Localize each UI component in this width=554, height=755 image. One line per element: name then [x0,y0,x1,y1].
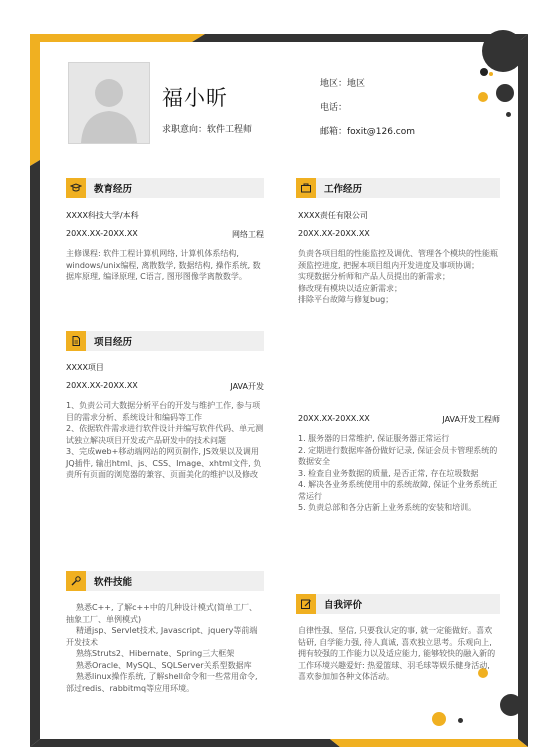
briefcase-icon [296,178,316,198]
project-role: JAVA开发 [230,382,264,391]
list-item: 熟悉Oracle、MySQL、SQLServer关系型数据库 [76,660,252,670]
list-item: 排除平台故障与修复bug； [298,295,394,304]
section-title: 教育经历 [94,184,133,195]
project2-row [298,414,500,425]
section-title: 自我评价 [324,600,363,611]
section-self-evaluation [296,594,500,614]
education-courses: 主修课程: 软件工程计算机网络, 计算机体系结构, windows/unix编程, 离散数学, 数据结构, 操作系统, 数据库原理, 编译原理, C语言, 图形图像学离散数学。 [66,249,261,281]
avatar [68,62,150,144]
list-item: 负责各项目组的性能监控及调优、管理各个模块的性能瓶颈监控进度, 把握本项目组内开发进度及事项协调； [298,249,498,270]
candidate-name: 福小昕 [162,86,228,110]
wrench-icon [66,571,86,591]
list-item: 3、完成web+移动端网站的网页制作, JS效果以及调用JQ插件, 输出html、js、CSS、Image、xhtml文件, 负责所有页面的浏览器的兼容、页面美化的维护以及修改 [66,447,262,479]
project2-period: 20XX.XX-20XX.XX [298,414,370,423]
project-name: XXXX项目 [66,363,104,372]
list-item: 5. 负责总部和各分店新上业务系统的安装和培训。 [298,503,477,512]
project-period: 20XX.XX-20XX.XX [66,381,138,390]
list-item: 精通jsp、Servlet技术, Javascript、jquery等前端开发技术 [66,626,258,647]
project-items [66,400,264,481]
pencil-icon [296,594,316,614]
phone: 电话： [320,103,348,113]
self-evaluation-text: 自律性强、坚信, 只要我认定的事, 就一定能做好。喜欢钻研, 自学能力强, 待人真诚, 喜欢独立思考。乐观向上, 拥有较强的工作能力以及适应能力, 能够较快的融入新的工作环境兴趣爱好: 热爱篮球、羽毛球等娱乐健身活动, 喜欢参加加各种文体活动。 [298,626,496,681]
work-details [298,248,500,306]
list-item: 2. 定期进行数据库备份做好记录, 保证会员卡管理系统的数据安全 [298,445,498,466]
project2-items [298,433,500,514]
section-work [296,178,500,198]
decor-dot [432,712,446,726]
section-education [66,178,264,198]
education-major: 网络工程 [232,230,264,239]
document-icon [66,331,86,351]
section-skills [66,571,264,591]
decor-dot [500,694,522,716]
skills-items [66,602,264,694]
section-title: 工作经历 [324,184,363,195]
decor-dot [496,84,514,102]
email-label: 邮箱： [320,127,348,137]
work-period: 20XX.XX-20XX.XX [298,229,370,238]
decor-dot-large [482,30,524,72]
section-title: 软件技能 [94,577,133,588]
list-item: 实现数据分析师和产品人员提出的新需求； [298,272,450,281]
section-title: 项目经历 [94,337,133,348]
person-icon [69,63,149,143]
education-row [66,229,264,240]
decor-dot [478,92,488,102]
decor-dot [480,68,488,76]
decor-dot [506,112,511,117]
education-period: 20XX.XX-20XX.XX [66,229,138,238]
school: XXXX科技大学/本科 [66,211,139,220]
list-item: 3. 检查自业务数据的质量, 是否正常, 存在垃圾数据 [298,468,479,478]
list-item: 熟悉linux操作系统, 了解shell命令和一些常用命令, 部过redis、rabbitmq等应用环境。 [66,672,258,693]
decor-dot [489,72,493,76]
graduation-cap-icon [66,178,86,198]
project-row [66,381,264,392]
list-item: 熟练Struts2、Hibernate、Spring三大框架 [76,649,235,658]
project2-role: JAVA开发工程师 [442,415,500,424]
list-item: 1、负责公司大数据分析平台的开发与维护工作, 参与项目的需求分析、系统设计和编码等工作 [66,401,261,422]
list-item: 熟悉C++, 了解c++中的几种设计模式(简单工厂、抽象工厂、单例模式) [66,603,258,624]
email [320,124,415,137]
company: XXXX责任有限公司 [298,211,368,220]
list-item: 1. 服务器的日常维护, 保证服务器正常运行 [298,434,450,443]
region: 地区：地区 [320,79,366,89]
decor-dot [458,718,463,723]
list-item: 4. 解决各业务系统使用中的系统故障, 保证个业务系统正常运行 [298,480,498,501]
job-intent: 求职意向：软件工程师 [162,125,253,135]
section-projects [66,331,264,351]
list-item: 2、依据软件需求进行软件设计并编写软件代码、单元测试独立解决项目开发或产品研发中的技术问题 [66,424,264,445]
list-item: 修改现有模块以适应新需求； [298,283,402,293]
email-value: foxit@126.com [347,127,416,137]
